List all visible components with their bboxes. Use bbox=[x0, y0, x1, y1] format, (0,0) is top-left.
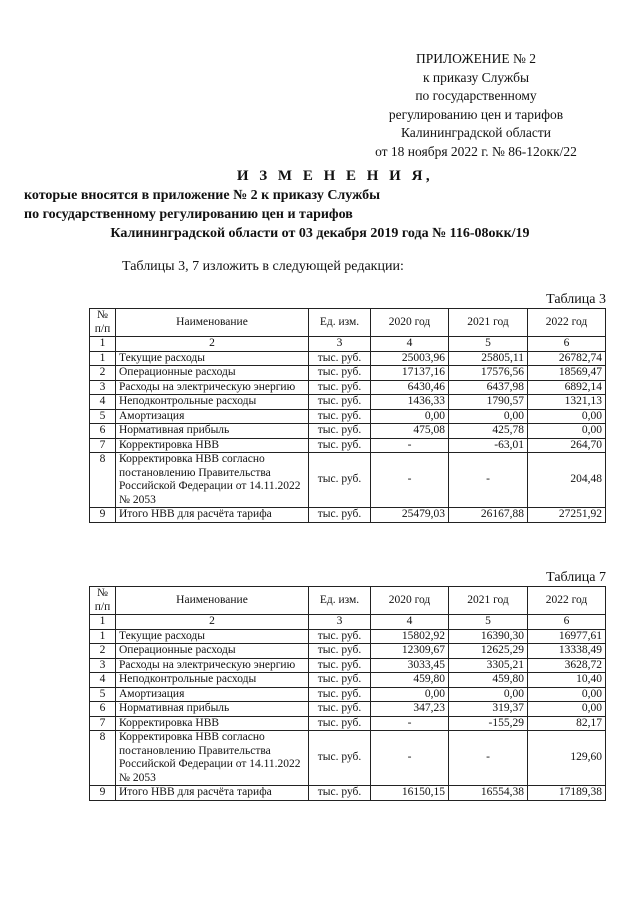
cell-2022: 264,70 bbox=[528, 438, 606, 453]
cell-2020: 347,23 bbox=[371, 702, 449, 717]
cell-name: Амортизация bbox=[116, 409, 309, 424]
header-name: Наименование bbox=[116, 587, 309, 615]
cell-2022: 13338,49 bbox=[528, 644, 606, 659]
cell-2022: 17189,38 bbox=[528, 786, 606, 801]
table-row bbox=[90, 658, 606, 673]
cell-name: Амортизация bbox=[116, 687, 309, 702]
cell-2022: 27251,92 bbox=[528, 508, 606, 523]
appendix-line: по государственному bbox=[415, 88, 537, 103]
appendix-line: ПРИЛОЖЕНИЕ № 2 bbox=[415, 51, 537, 66]
header-2020: 2020 год bbox=[371, 587, 449, 615]
heading-line: по государственному регулированию цен и тарифов bbox=[24, 207, 353, 222]
colnum: 2 bbox=[116, 337, 309, 352]
cell-name: Текущие расходы bbox=[116, 351, 309, 366]
cell-2022: 16977,61 bbox=[528, 629, 606, 644]
table-row bbox=[90, 786, 606, 801]
cell-num: 2 bbox=[90, 644, 116, 659]
cell-num: 9 bbox=[90, 786, 116, 801]
cell-2021: 25805,11 bbox=[449, 351, 528, 366]
cell-2022: 0,00 bbox=[528, 409, 606, 424]
document-heading bbox=[0, 167, 640, 243]
cell-name: Неподконтрольные расходы bbox=[116, 673, 309, 688]
appendix-header bbox=[346, 50, 606, 161]
cell-unit: тыс. руб. bbox=[309, 366, 371, 381]
table-header-row bbox=[90, 309, 606, 337]
cell-2021: 17576,56 bbox=[449, 366, 528, 381]
cell-2020: 12309,67 bbox=[371, 644, 449, 659]
cell-num: 5 bbox=[90, 409, 116, 424]
header-unit: Ед. изм. bbox=[309, 587, 371, 615]
cell-2020: - bbox=[371, 453, 449, 508]
table-row bbox=[90, 438, 606, 453]
cell-2021: 0,00 bbox=[449, 687, 528, 702]
colnum: 4 bbox=[371, 615, 449, 630]
cell-2021: 26167,88 bbox=[449, 508, 528, 523]
cell-unit: тыс. руб. bbox=[309, 380, 371, 395]
cell-2021: 425,78 bbox=[449, 424, 528, 439]
cell-num: 4 bbox=[90, 673, 116, 688]
colnum: 1 bbox=[90, 615, 116, 630]
heading-title: И З М Е Н Е Н И Я, bbox=[236, 168, 434, 184]
cell-2020: 0,00 bbox=[371, 687, 449, 702]
cell-2020: 459,80 bbox=[371, 673, 449, 688]
cell-2020: 475,08 bbox=[371, 424, 449, 439]
cell-name: Неподконтрольные расходы bbox=[116, 395, 309, 410]
colnum: 3 bbox=[309, 615, 371, 630]
header-name: Наименование bbox=[116, 309, 309, 337]
table-header-row bbox=[90, 587, 606, 615]
cell-2020: - bbox=[371, 438, 449, 453]
cell-2022: 0,00 bbox=[528, 687, 606, 702]
table-row bbox=[90, 453, 606, 508]
heading-line: которые вносятся в приложение № 2 к приказу Службы bbox=[24, 188, 381, 203]
cell-2020: 25479,03 bbox=[371, 508, 449, 523]
cell-name: Итого НВВ для расчёта тарифа bbox=[116, 786, 309, 801]
data-table bbox=[89, 308, 606, 523]
cell-unit: тыс. руб. bbox=[309, 438, 371, 453]
table-row bbox=[90, 409, 606, 424]
cell-2022: 204,48 bbox=[528, 453, 606, 508]
colnum: 5 bbox=[449, 615, 528, 630]
header-num: № п/п bbox=[90, 587, 116, 615]
cell-unit: тыс. руб. bbox=[309, 424, 371, 439]
table-row bbox=[90, 395, 606, 410]
cell-unit: тыс. руб. bbox=[309, 658, 371, 673]
cell-2020: 1436,33 bbox=[371, 395, 449, 410]
cell-name: Корректировка НВВ bbox=[116, 716, 309, 731]
header-2020: 2020 год bbox=[371, 309, 449, 337]
cell-name: Операционные расходы bbox=[116, 644, 309, 659]
cell-2021: 459,80 bbox=[449, 673, 528, 688]
cell-unit: тыс. руб. bbox=[309, 508, 371, 523]
cell-2022: 82,17 bbox=[528, 716, 606, 731]
cell-num: 1 bbox=[90, 629, 116, 644]
appendix-line: Калининградской области bbox=[400, 125, 552, 140]
colnum: 1 bbox=[90, 337, 116, 352]
header-unit: Ед. изм. bbox=[309, 309, 371, 337]
cell-2021: 12625,29 bbox=[449, 644, 528, 659]
cell-2022: 129,60 bbox=[528, 731, 606, 786]
cell-unit: тыс. руб. bbox=[309, 786, 371, 801]
cell-2020: 25003,96 bbox=[371, 351, 449, 366]
table-row bbox=[90, 380, 606, 395]
cell-2021: 0,00 bbox=[449, 409, 528, 424]
cell-name: Корректировка НВВ согласно постановлению Правительства Российской Федерации от 14.11.2022 № 2053 bbox=[116, 453, 309, 508]
cell-num: 9 bbox=[90, 508, 116, 523]
cell-name: Операционные расходы bbox=[116, 366, 309, 381]
colnum: 3 bbox=[309, 337, 371, 352]
cell-name: Корректировка НВВ bbox=[116, 438, 309, 453]
table-row bbox=[90, 508, 606, 523]
cell-2020: 6430,46 bbox=[371, 380, 449, 395]
cell-num: 8 bbox=[90, 731, 116, 786]
cell-2020: 3033,45 bbox=[371, 658, 449, 673]
cell-name: Итого НВВ для расчёта тарифа bbox=[116, 508, 309, 523]
table-caption: Таблица 7 bbox=[546, 570, 606, 585]
colnum: 6 bbox=[528, 615, 606, 630]
colnum: 6 bbox=[528, 337, 606, 352]
cell-name: Корректировка НВВ согласно постановлению Правительства Российской Федерации от 14.11.2022 № 2053 bbox=[116, 731, 309, 786]
cell-unit: тыс. руб. bbox=[309, 395, 371, 410]
table-caption: Таблица 3 bbox=[546, 292, 606, 307]
table-row bbox=[90, 351, 606, 366]
cell-name: Расходы на электрическую энергию bbox=[116, 658, 309, 673]
cell-name: Нормативная прибыль bbox=[116, 424, 309, 439]
cell-name: Расходы на электрическую энергию bbox=[116, 380, 309, 395]
cell-unit: тыс. руб. bbox=[309, 409, 371, 424]
cell-unit: тыс. руб. bbox=[309, 629, 371, 644]
cell-2021: 3305,21 bbox=[449, 658, 528, 673]
appendix-line: к приказу Службы bbox=[422, 69, 530, 85]
cell-2021: -155,29 bbox=[449, 716, 528, 731]
cell-num: 1 bbox=[90, 351, 116, 366]
table-row bbox=[90, 716, 606, 731]
cell-unit: тыс. руб. bbox=[309, 644, 371, 659]
cell-num: 3 bbox=[90, 380, 116, 395]
cell-2020: - bbox=[371, 731, 449, 786]
table-row bbox=[90, 673, 606, 688]
data-table bbox=[89, 586, 606, 801]
cell-2022: 26782,74 bbox=[528, 351, 606, 366]
cell-2021: - bbox=[449, 453, 528, 508]
cell-unit: тыс. руб. bbox=[309, 702, 371, 717]
column-number-row bbox=[90, 615, 606, 630]
cell-num: 4 bbox=[90, 395, 116, 410]
column-number-row bbox=[90, 337, 606, 352]
cell-2022: 1321,13 bbox=[528, 395, 606, 410]
table-row bbox=[90, 366, 606, 381]
appendix-line: регулированию цен и тарифов bbox=[388, 106, 564, 122]
cell-num: 8 bbox=[90, 453, 116, 508]
table-row bbox=[90, 424, 606, 439]
cell-2021: -63,01 bbox=[449, 438, 528, 453]
cell-2022: 0,00 bbox=[528, 424, 606, 439]
table-row bbox=[90, 702, 606, 717]
cell-2020: 0,00 bbox=[371, 409, 449, 424]
cell-2021: - bbox=[449, 731, 528, 786]
cell-num: 6 bbox=[90, 702, 116, 717]
colnum: 5 bbox=[449, 337, 528, 352]
cell-unit: тыс. руб. bbox=[309, 351, 371, 366]
cell-num: 6 bbox=[90, 424, 116, 439]
table-row bbox=[90, 644, 606, 659]
cell-name: Нормативная прибыль bbox=[116, 702, 309, 717]
cell-num: 3 bbox=[90, 658, 116, 673]
table-row bbox=[90, 629, 606, 644]
cell-2022: 6892,14 bbox=[528, 380, 606, 395]
intro-text: Таблицы 3, 7 изложить в следующей редакции: bbox=[122, 259, 404, 274]
cell-2021: 16390,30 bbox=[449, 629, 528, 644]
cell-2021: 6437,98 bbox=[449, 380, 528, 395]
header-num: № п/п bbox=[90, 309, 116, 337]
colnum: 2 bbox=[116, 615, 309, 630]
cell-num: 7 bbox=[90, 438, 116, 453]
header-2022: 2022 год bbox=[528, 309, 606, 337]
table-row bbox=[90, 731, 606, 786]
cell-2020: 15802,92 bbox=[371, 629, 449, 644]
cell-2022: 0,00 bbox=[528, 702, 606, 717]
cell-2021: 319,37 bbox=[449, 702, 528, 717]
cell-2022: 18569,47 bbox=[528, 366, 606, 381]
cell-name: Текущие расходы bbox=[116, 629, 309, 644]
header-2022: 2022 год bbox=[528, 587, 606, 615]
header-2021: 2021 год bbox=[449, 587, 528, 615]
cell-unit: тыс. руб. bbox=[309, 453, 371, 508]
cell-2021: 16554,38 bbox=[449, 786, 528, 801]
cell-num: 5 bbox=[90, 687, 116, 702]
cell-2020: - bbox=[371, 716, 449, 731]
cell-2020: 17137,16 bbox=[371, 366, 449, 381]
cell-2021: 1790,57 bbox=[449, 395, 528, 410]
cell-num: 2 bbox=[90, 366, 116, 381]
cell-2020: 16150,15 bbox=[371, 786, 449, 801]
heading-line: Калининградской области от 03 декабря 2019 года № 116-08окк/19 bbox=[110, 226, 530, 241]
cell-unit: тыс. руб. bbox=[309, 673, 371, 688]
cell-unit: тыс. руб. bbox=[309, 731, 371, 786]
cell-unit: тыс. руб. bbox=[309, 687, 371, 702]
table-row bbox=[90, 687, 606, 702]
colnum: 4 bbox=[371, 337, 449, 352]
cell-unit: тыс. руб. bbox=[309, 716, 371, 731]
cell-2022: 3628,72 bbox=[528, 658, 606, 673]
appendix-line: от 18 ноября 2022 г. № 86-12окк/22 bbox=[375, 143, 577, 159]
cell-2022: 10,40 bbox=[528, 673, 606, 688]
header-2021: 2021 год bbox=[449, 309, 528, 337]
cell-num: 7 bbox=[90, 716, 116, 731]
